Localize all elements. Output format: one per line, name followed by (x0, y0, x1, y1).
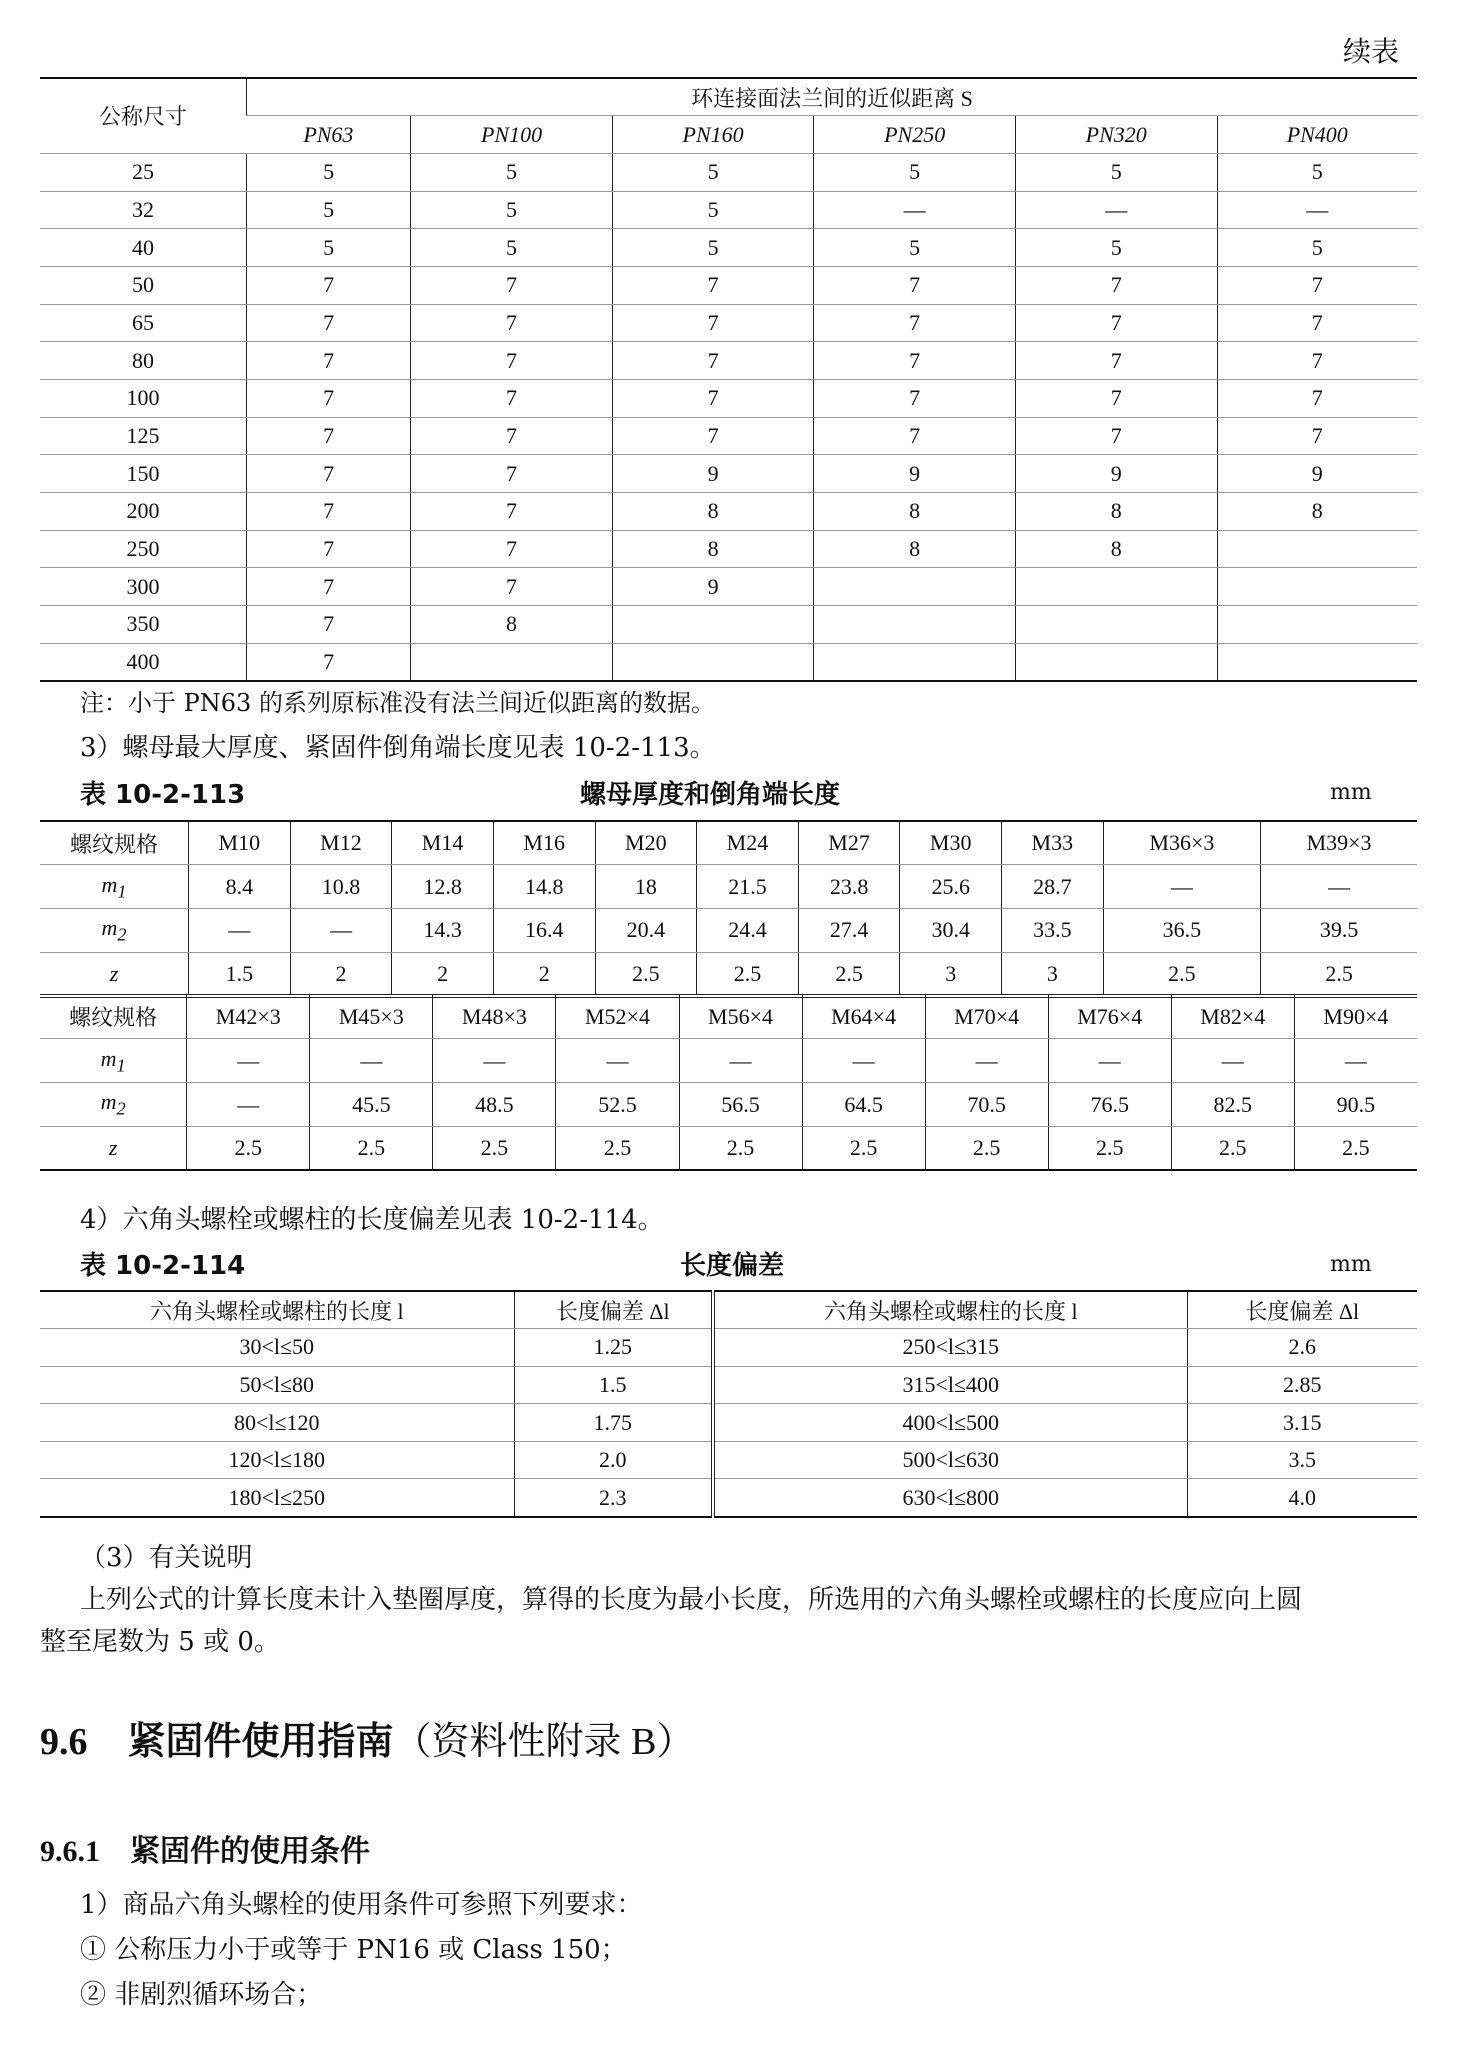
table-row (40, 153, 1417, 191)
header-pn: PN63 (247, 116, 411, 154)
cell-value (1217, 643, 1417, 681)
cell-deviation: 3.5 (1187, 1441, 1417, 1479)
cell-value: 7 (1217, 380, 1417, 418)
cell-value: 82.5 (1171, 1083, 1294, 1127)
table-row (40, 1039, 1417, 1083)
cell-value: 3 (900, 952, 1002, 996)
cell-length: 120<l≤180 (40, 1441, 514, 1479)
cell-value: 39.5 (1261, 909, 1417, 953)
cell-value: 7 (1015, 380, 1217, 418)
cell-nominal-size: 32 (40, 191, 247, 229)
cell-deviation: 4.0 (1187, 1479, 1417, 1517)
cell-value: 7 (411, 493, 613, 531)
table-header-row (40, 1291, 1417, 1329)
cell-value: 9 (612, 568, 814, 606)
header-group: 环连接面法兰间的近似距离 S (247, 78, 1418, 116)
cell-value: 7 (1015, 417, 1217, 455)
cell-value: 8 (612, 493, 814, 531)
cell-value: 5 (411, 153, 613, 191)
heading-title: 紧固件的使用条件 (130, 1834, 370, 1869)
cell-value: 2.5 (556, 1127, 679, 1171)
table-body (40, 995, 1417, 1170)
table-unit: mm (1330, 780, 1372, 805)
cell-value: 7 (1015, 342, 1217, 380)
cell-value: 2 (290, 952, 392, 996)
cell-value: 28.7 (1002, 865, 1104, 909)
cell-nominal-size: 200 (40, 493, 247, 531)
cell-value: 7 (411, 568, 613, 606)
table-number: 表 10-2-113 (80, 780, 246, 810)
cell-nominal-size: 50 (40, 266, 247, 304)
list-item-2: ② 非剧烈循环场合； (80, 1980, 323, 2010)
cell-value: M56×4 (679, 995, 802, 1039)
paragraph-3: 3）螺母最大厚度、紧固件倒角端长度见表 10-2-113。 (80, 733, 716, 763)
cell-deviation: 2.6 (1187, 1329, 1417, 1367)
cell-value: 7 (411, 455, 613, 493)
table-row (40, 821, 1417, 865)
cell-nominal-size: 350 (40, 606, 247, 644)
cell-value: 2 (493, 952, 595, 996)
cell-value: M82×4 (1171, 995, 1294, 1039)
cell-value: 5 (612, 153, 814, 191)
table-row (40, 909, 1417, 953)
cell-value: M45×3 (310, 995, 433, 1039)
nut-thickness-table (40, 820, 1417, 998)
cell-value: 7 (411, 530, 613, 568)
cell-value: — (187, 1083, 310, 1127)
cell-value: M12 (290, 821, 392, 865)
cell-value: M48×3 (433, 995, 556, 1039)
cell-length: 630<l≤800 (713, 1479, 1187, 1517)
row-label: z (40, 952, 189, 996)
cell-value: 9 (1217, 455, 1417, 493)
table-row (40, 1441, 1417, 1479)
cell-value: 8 (814, 493, 1016, 531)
cell-value: 7 (814, 380, 1016, 418)
table-row (40, 606, 1417, 644)
list-item-1: ① 公称压力小于或等于 PN16 或 Class 150； (80, 1935, 627, 1965)
cell-value: 7 (1217, 417, 1417, 455)
cell-value (814, 643, 1016, 681)
cell-value: — (802, 1039, 925, 1083)
cell-nominal-size: 300 (40, 568, 247, 606)
cell-value (1217, 568, 1417, 606)
cell-nominal-size: 125 (40, 417, 247, 455)
cell-value: M20 (595, 821, 697, 865)
cell-value: M10 (189, 821, 291, 865)
cell-value: 9 (612, 455, 814, 493)
cell-value: 7 (247, 455, 411, 493)
cell-value: 5 (247, 153, 411, 191)
cell-value: — (925, 1039, 1048, 1083)
cell-value: 2.5 (1261, 952, 1417, 996)
cell-value: 5 (1015, 229, 1217, 267)
cell-value: 7 (247, 568, 411, 606)
cell-value: 7 (247, 493, 411, 531)
table-row (40, 417, 1417, 455)
cell-value: 2.5 (798, 952, 900, 996)
cell-deviation: 2.3 (514, 1479, 713, 1517)
flange-distance-table (40, 77, 1417, 682)
cell-value: 48.5 (433, 1083, 556, 1127)
cell-value: 7 (1217, 342, 1417, 380)
header-cell: 六角头螺栓或螺柱的长度 l (40, 1291, 514, 1329)
cell-value: — (679, 1039, 802, 1083)
row-label: $m_2$ (40, 1083, 187, 1127)
cell-nominal-size: 100 (40, 380, 247, 418)
cell-value: 5 (1217, 153, 1417, 191)
subscript: 1 (116, 1055, 126, 1076)
table-number: 表 10-2-114 (80, 1251, 246, 1281)
header-pn: PN320 (1015, 116, 1217, 154)
cell-value: — (1015, 191, 1217, 229)
heading-paren: （资料性附录 B） (393, 1721, 695, 1763)
cell-value: 8 (1015, 493, 1217, 531)
cell-value: 90.5 (1294, 1083, 1417, 1127)
cell-value: 8 (814, 530, 1016, 568)
table-row (40, 342, 1417, 380)
cell-value: 1.5 (189, 952, 291, 996)
cell-length: 180<l≤250 (40, 1479, 514, 1517)
table-row (40, 493, 1417, 531)
cell-value: 7 (612, 304, 814, 342)
cell-value: — (290, 909, 392, 953)
subscript: 1 (117, 880, 127, 901)
cell-value: 7 (1015, 266, 1217, 304)
header-cell: 长度偏差 Δl (514, 1291, 713, 1329)
cell-value: 14.3 (392, 909, 494, 953)
list-intro: 1）商品六角头螺栓的使用条件可参照下列要求： (80, 1890, 643, 1920)
cell-value: 2.5 (802, 1127, 925, 1171)
cell-value: 10.8 (290, 865, 392, 909)
cell-deviation: 1.25 (514, 1329, 713, 1367)
cell-value (1015, 606, 1217, 644)
cell-value: M36×3 (1103, 821, 1261, 865)
cell-value: 9 (814, 455, 1016, 493)
cell-nominal-size: 400 (40, 643, 247, 681)
paragraph-4: 4）六角头螺栓或螺柱的长度偏差见表 10-2-114。 (80, 1205, 664, 1235)
cell-value: 5 (411, 229, 613, 267)
continued-label: 续表 (1342, 35, 1399, 68)
heading-number: 9.6 (40, 1721, 88, 1763)
cell-value: 76.5 (1048, 1083, 1171, 1127)
cell-value: 45.5 (310, 1083, 433, 1127)
cell-value: 5 (814, 229, 1016, 267)
table-row (40, 865, 1417, 909)
table-body (40, 821, 1417, 996)
heading-9-6 (40, 1710, 694, 1765)
cell-value: 5 (247, 229, 411, 267)
cell-value: 52.5 (556, 1083, 679, 1127)
cell-value: 2.5 (433, 1127, 556, 1171)
cell-value (1217, 606, 1417, 644)
nut-thickness-table-part2 (40, 995, 1417, 1171)
table-title: 螺母厚度和倒角端长度 (580, 780, 841, 810)
cell-value: — (1103, 865, 1261, 909)
cell-value: — (433, 1039, 556, 1083)
cell-value (612, 643, 814, 681)
table-row (40, 380, 1417, 418)
cell-value: M39×3 (1261, 821, 1417, 865)
cell-value: M64×4 (802, 995, 925, 1039)
cell-value: 7 (612, 342, 814, 380)
cell-value: 2.5 (697, 952, 799, 996)
cell-value: 27.4 (798, 909, 900, 953)
table-body (40, 153, 1417, 681)
cell-value (1015, 643, 1217, 681)
cell-value (612, 606, 814, 644)
cell-value (814, 606, 1016, 644)
table-row (40, 1127, 1417, 1171)
cell-value: — (556, 1039, 679, 1083)
subscript: 2 (117, 924, 127, 945)
table-body (40, 1291, 1417, 1517)
cell-value: 5 (612, 191, 814, 229)
cell-value (1015, 568, 1217, 606)
cell-value: 20.4 (595, 909, 697, 953)
cell-value: M16 (493, 821, 595, 865)
table-row (40, 1366, 1417, 1404)
cell-value: 21.5 (697, 865, 799, 909)
cell-value: 7 (1015, 304, 1217, 342)
cell-value: 7 (247, 304, 411, 342)
cell-value: M76×4 (1048, 995, 1171, 1039)
cell-value: — (814, 191, 1016, 229)
cell-value: 8 (1217, 493, 1417, 531)
row-label: $m_1$ (40, 865, 189, 909)
header-pn: PN400 (1217, 116, 1417, 154)
cell-value: 7 (814, 304, 1016, 342)
table-row (40, 568, 1417, 606)
cell-value: M90×4 (1294, 995, 1417, 1039)
cell-value: 7 (411, 304, 613, 342)
cell-length: 80<l≤120 (40, 1404, 514, 1442)
cell-value: 56.5 (679, 1083, 802, 1127)
header-pn: PN100 (411, 116, 613, 154)
header-pn: PN160 (612, 116, 814, 154)
section-3-body-line2: 整至尾数为 5 或 0。 (40, 1627, 280, 1657)
cell-value: 2.5 (1171, 1127, 1294, 1171)
cell-nominal-size: 150 (40, 455, 247, 493)
header-pn: PN250 (814, 116, 1016, 154)
cell-value: M24 (697, 821, 799, 865)
cell-value: 5 (814, 153, 1016, 191)
cell-value: 7 (247, 380, 411, 418)
cell-value: 8 (1015, 530, 1217, 568)
cell-nominal-size: 80 (40, 342, 247, 380)
cell-value: 2.5 (310, 1127, 433, 1171)
cell-value: 33.5 (1002, 909, 1104, 953)
cell-value: 24.4 (697, 909, 799, 953)
table-row (40, 304, 1417, 342)
table-row (40, 455, 1417, 493)
table-row (40, 1479, 1417, 1517)
cell-value: 2.5 (595, 952, 697, 996)
cell-value: 7 (411, 417, 613, 455)
cell-value: 2.5 (1294, 1127, 1417, 1171)
row-label: $m_1$ (40, 1039, 187, 1083)
cell-deviation: 3.15 (1187, 1404, 1417, 1442)
cell-value: — (1261, 865, 1417, 909)
table-row (40, 1404, 1417, 1442)
table-row (40, 1083, 1417, 1127)
cell-value (814, 568, 1016, 606)
table-row (40, 266, 1417, 304)
cell-value: 7 (612, 380, 814, 418)
cell-length: 50<l≤80 (40, 1366, 514, 1404)
cell-value: 18 (595, 865, 697, 909)
cell-length: 315<l≤400 (713, 1366, 1187, 1404)
cell-value: 2.5 (679, 1127, 802, 1171)
header-cell: 六角头螺栓或螺柱的长度 l (713, 1291, 1187, 1329)
header-nominal-size: 公称尺寸 (40, 78, 247, 153)
table-title: 长度偏差 (680, 1251, 785, 1281)
row-label: $m_2$ (40, 909, 189, 953)
cell-value: M27 (798, 821, 900, 865)
cell-value: 7 (1217, 266, 1417, 304)
cell-value: 7 (612, 266, 814, 304)
cell-value: — (189, 909, 291, 953)
cell-value: 7 (814, 417, 1016, 455)
cell-length: 400<l≤500 (713, 1404, 1187, 1442)
cell-value: M33 (1002, 821, 1104, 865)
table-row (40, 191, 1417, 229)
table-note: 注：小于 PN63 的系列原标准没有法兰间近似距离的数据。 (80, 689, 715, 717)
cell-value: 2 (392, 952, 494, 996)
cell-value: 25.6 (900, 865, 1002, 909)
cell-nominal-size: 65 (40, 304, 247, 342)
cell-value: — (1294, 1039, 1417, 1083)
row-label: 螺纹规格 (40, 821, 189, 865)
cell-deviation: 1.75 (514, 1404, 713, 1442)
cell-value: 2.5 (187, 1127, 310, 1171)
cell-nominal-size: 25 (40, 153, 247, 191)
length-deviation-table (40, 1290, 1417, 1518)
cell-value: 70.5 (925, 1083, 1048, 1127)
cell-deviation: 1.5 (514, 1366, 713, 1404)
row-label: 螺纹规格 (40, 995, 187, 1039)
header-cell: 长度偏差 Δl (1187, 1291, 1417, 1329)
section-3-title: （3）有关说明 (80, 1543, 253, 1573)
table-row (40, 530, 1417, 568)
cell-value: 2.5 (925, 1127, 1048, 1171)
cell-value: M14 (392, 821, 494, 865)
heading-number: 9.6.1 (40, 1835, 100, 1868)
cell-value: M42×3 (187, 995, 310, 1039)
cell-value: M70×4 (925, 995, 1048, 1039)
cell-value: 5 (411, 191, 613, 229)
cell-value: 7 (411, 266, 613, 304)
cell-value: — (1217, 191, 1417, 229)
heading-title: 紧固件使用指南 (127, 1719, 394, 1763)
cell-value: 8.4 (189, 865, 291, 909)
cell-value (411, 643, 613, 681)
cell-nominal-size: 40 (40, 229, 247, 267)
cell-value (1217, 530, 1417, 568)
cell-value: 7 (411, 380, 613, 418)
table-row (40, 952, 1417, 996)
cell-value: 12.8 (392, 865, 494, 909)
cell-value: — (187, 1039, 310, 1083)
section-3-body-line1: 上列公式的计算长度未计入垫圈厚度，算得的长度为最小长度，所选用的六角头螺栓或螺柱的长度应向上圆 (80, 1585, 1303, 1615)
table-row (40, 643, 1417, 681)
cell-length: 250<l≤315 (713, 1329, 1187, 1367)
cell-deviation: 2.0 (514, 1441, 713, 1479)
cell-value: 9 (1015, 455, 1217, 493)
cell-value: 36.5 (1103, 909, 1261, 953)
cell-value: 7 (1217, 304, 1417, 342)
cell-value: 7 (814, 342, 1016, 380)
cell-value: 7 (247, 530, 411, 568)
cell-value: 5 (1015, 153, 1217, 191)
cell-value: — (1171, 1039, 1294, 1083)
heading-9-6-1 (40, 1826, 370, 1870)
cell-value: M52×4 (556, 995, 679, 1039)
subscript: 2 (116, 1098, 126, 1119)
cell-value: 7 (411, 342, 613, 380)
cell-value: 7 (247, 266, 411, 304)
table-row (40, 229, 1417, 267)
cell-nominal-size: 250 (40, 530, 247, 568)
cell-value: 8 (612, 530, 814, 568)
cell-value: 7 (247, 417, 411, 455)
cell-value: 30.4 (900, 909, 1002, 953)
cell-value: 5 (247, 191, 411, 229)
cell-value: 7 (247, 342, 411, 380)
cell-value: 8 (411, 606, 613, 644)
cell-value: M30 (900, 821, 1002, 865)
cell-value: 64.5 (802, 1083, 925, 1127)
row-label: z (40, 1127, 187, 1171)
cell-deviation: 2.85 (1187, 1366, 1417, 1404)
cell-value: 14.8 (493, 865, 595, 909)
cell-value: 2.5 (1048, 1127, 1171, 1171)
table-row (40, 1329, 1417, 1367)
cell-value: 7 (612, 417, 814, 455)
cell-value: 16.4 (493, 909, 595, 953)
cell-value: 7 (814, 266, 1016, 304)
cell-value: 3 (1002, 952, 1104, 996)
cell-value: 2.5 (1103, 952, 1261, 996)
cell-value: 5 (1217, 229, 1417, 267)
cell-value: 5 (612, 229, 814, 267)
cell-length: 500<l≤630 (713, 1441, 1187, 1479)
cell-value: 7 (247, 606, 411, 644)
cell-length: 30<l≤50 (40, 1329, 514, 1367)
table-row (40, 995, 1417, 1039)
table-unit: mm (1330, 1252, 1372, 1277)
cell-value: 23.8 (798, 865, 900, 909)
cell-value: 7 (247, 643, 411, 681)
cell-value: — (310, 1039, 433, 1083)
cell-value: — (1048, 1039, 1171, 1083)
